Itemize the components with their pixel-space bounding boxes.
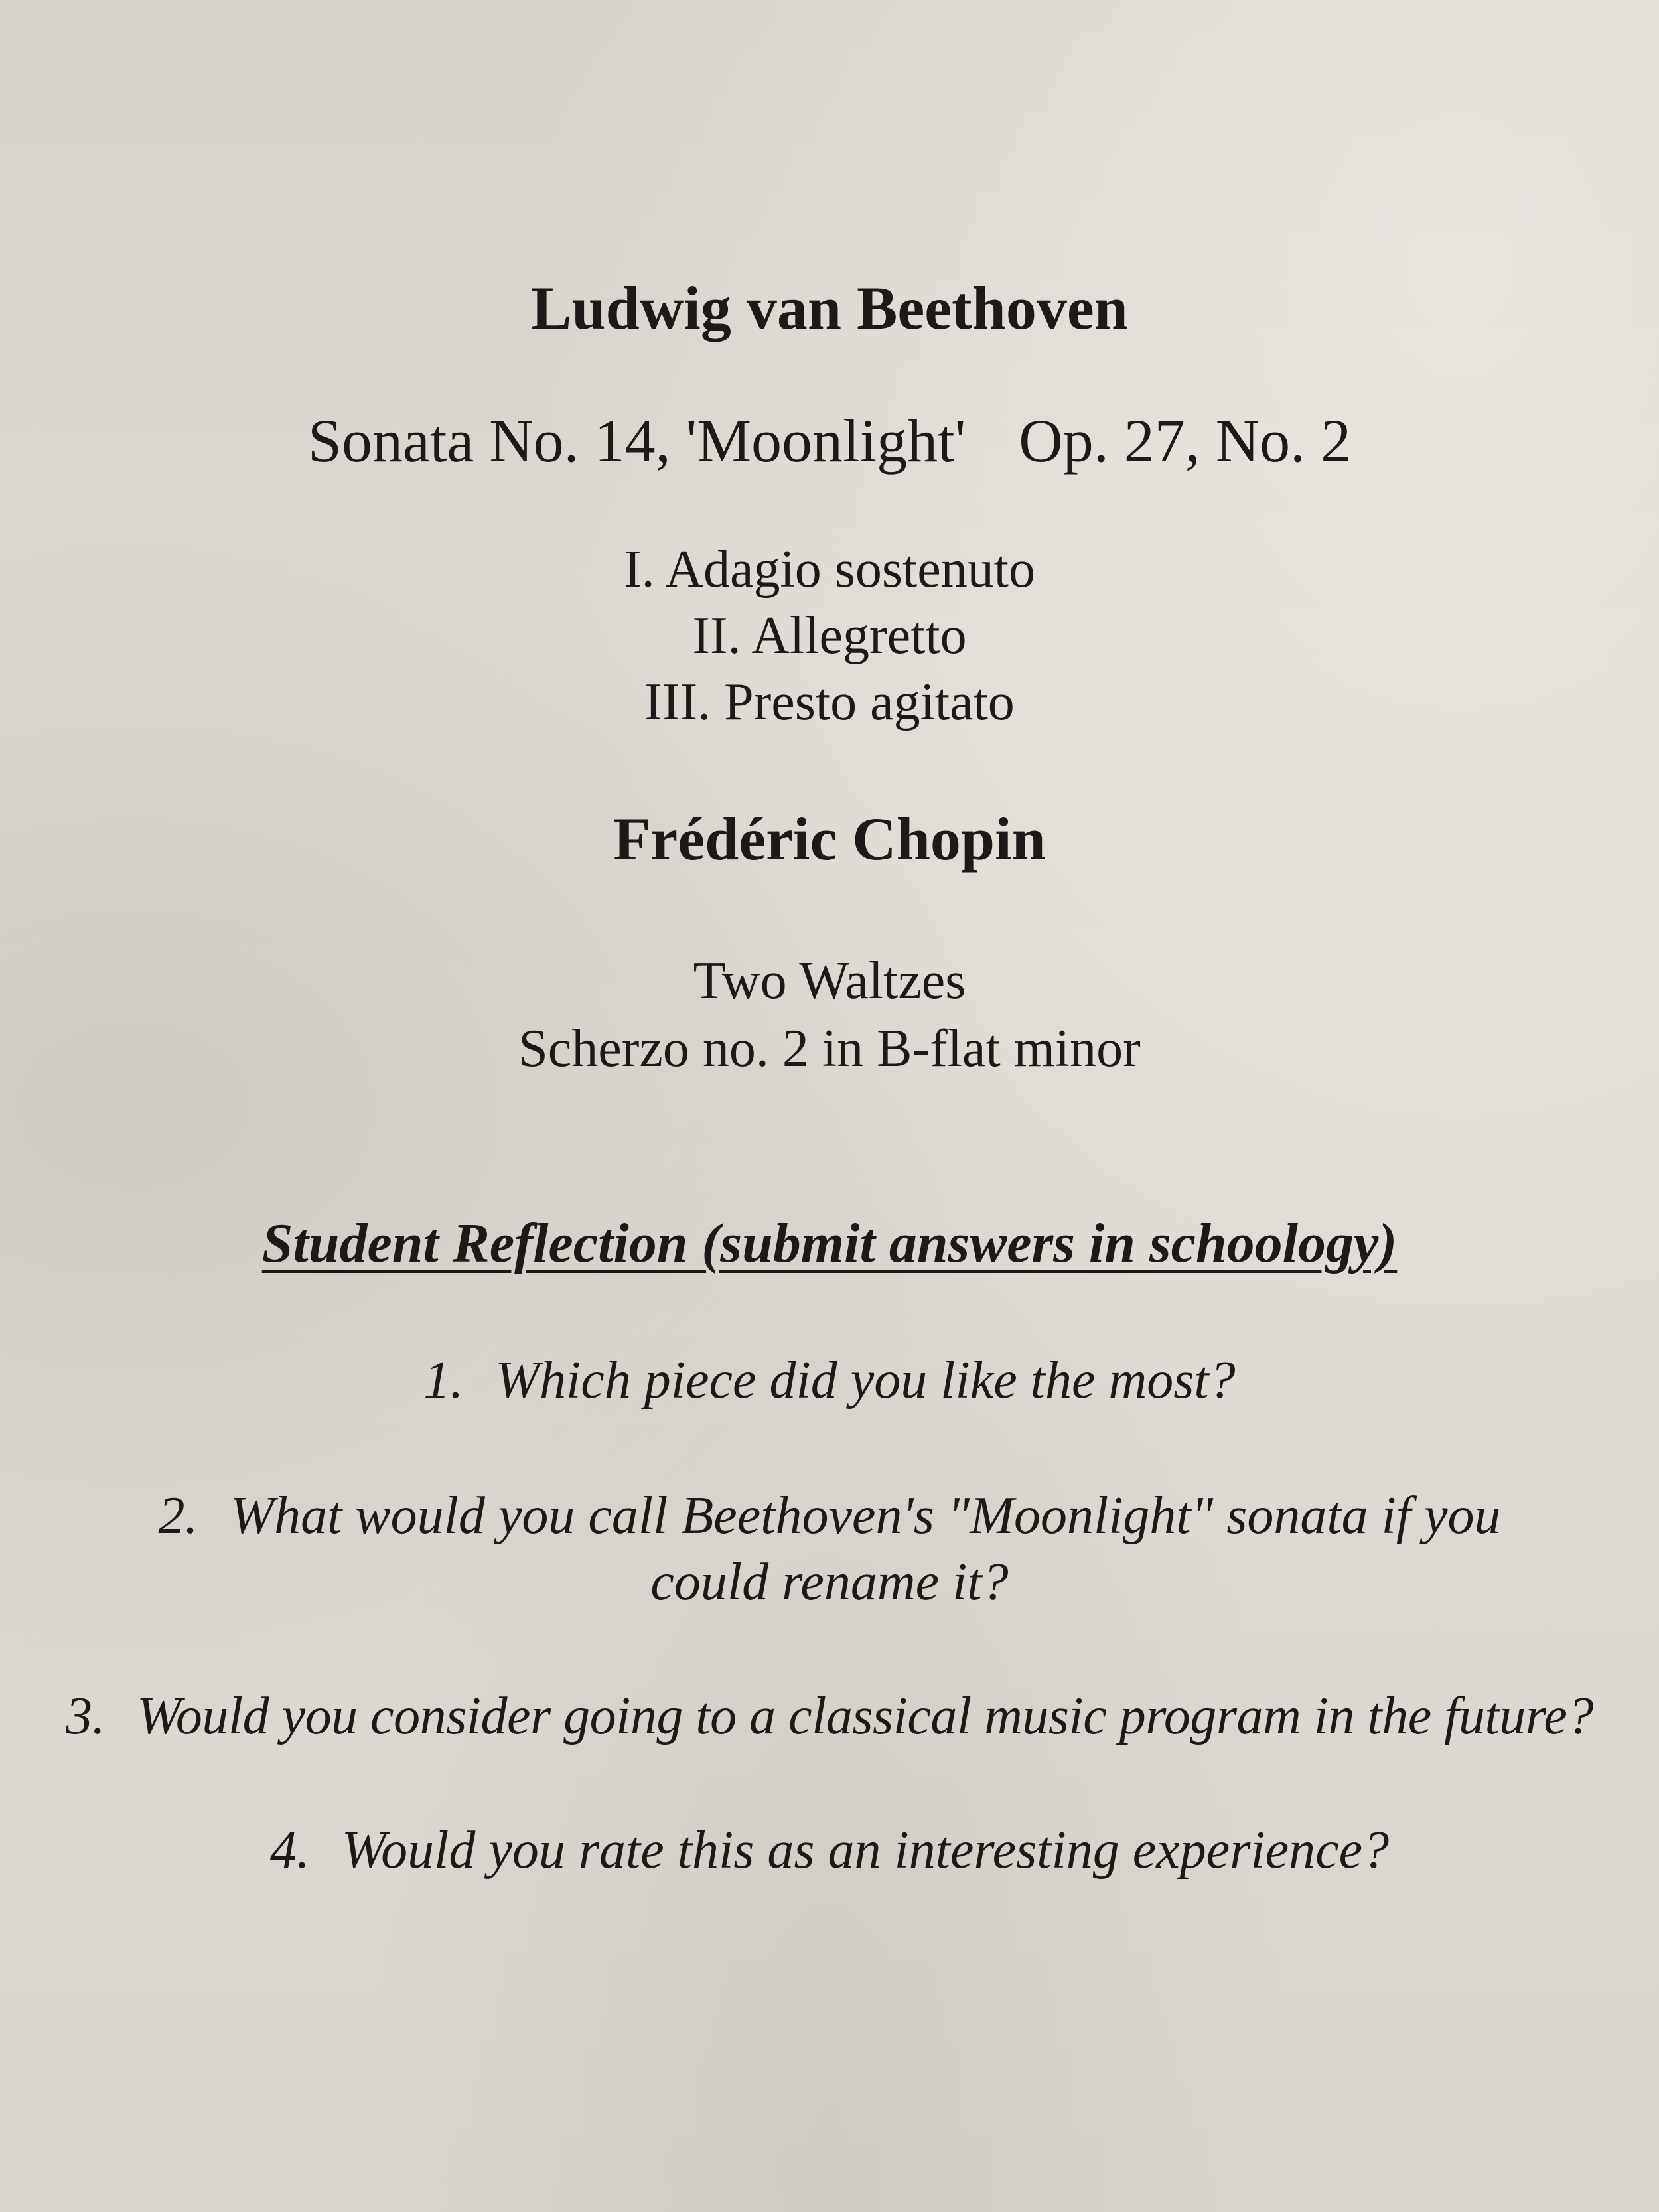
question-text: Which piece did you like the most? [495, 1351, 1236, 1410]
work-opus: Op. 27, No. 2 [1019, 407, 1352, 475]
question-number: 3. [66, 1687, 106, 1745]
movement-1: I. Adagio sostenuto [624, 540, 1035, 599]
work-title: Sonata No. 14, 'Moonlight' [307, 407, 966, 475]
question-3 [0, 1687, 1659, 1745]
composer-beethoven: Ludwig van Beethoven [531, 274, 1128, 342]
movement-3: III. Presto agitato [644, 673, 1015, 731]
question-number: 1. [423, 1351, 464, 1410]
movement-2: II. Allegretto [692, 607, 967, 665]
work-two-waltzes: Two Waltzes [693, 952, 966, 1010]
question-2-continued: could rename it? [650, 1553, 1009, 1611]
question-2 [0, 1487, 1659, 1545]
work-scherzo: Scherzo no. 2 in B-flat minor [518, 1019, 1141, 1078]
question-number: 2. [158, 1487, 198, 1545]
question-number: 4. [269, 1821, 310, 1880]
question-text: Would you rate this as an interesting experience? [341, 1821, 1390, 1880]
question-1 [0, 1351, 1659, 1410]
question-text: Would you consider going to a classical music program in the future? [137, 1687, 1593, 1745]
reflection-heading: Student Reflection (submit answers in schoology) [261, 1213, 1398, 1274]
composer-chopin: Frédéric Chopin [613, 805, 1046, 873]
question-4 [0, 1821, 1659, 1880]
work-moonlight-sonata [0, 407, 1659, 475]
question-text: What would you call Beethoven's "Moonlight" sonata if you [230, 1487, 1501, 1545]
